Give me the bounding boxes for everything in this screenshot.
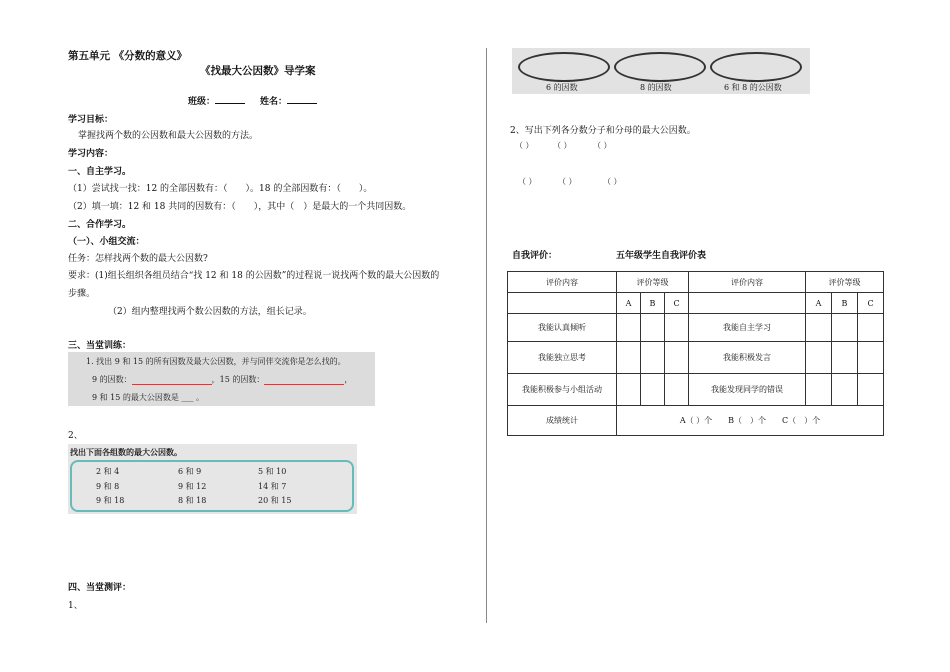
table-row	[508, 406, 884, 436]
sec4-heading: 四、当堂测评：	[68, 583, 132, 593]
venn-ovals-image	[512, 48, 810, 94]
pair-item: 9 和 18	[96, 496, 125, 505]
table-cell	[689, 293, 806, 314]
grade-c: C	[665, 293, 689, 314]
paren-item: （ ）	[593, 141, 612, 150]
page-divider	[486, 48, 487, 623]
sec2-sub: （一）、小组交流：	[68, 237, 145, 247]
class-field: 班级：	[188, 94, 245, 107]
question2-text: 2、写出下列各分数分子和分母的最大公因数。	[510, 126, 696, 136]
exercise2-image	[68, 444, 357, 514]
oval-shape	[518, 52, 610, 82]
exercise2-prompt: 找出下面各组数的最大公因数。	[70, 447, 182, 457]
pair-item: 9 和 12	[178, 482, 207, 491]
oval-label: 6 和 8 的公因数	[724, 83, 782, 92]
pair-item: 9 和 8	[96, 482, 120, 491]
pair-item: 8 和 18	[178, 496, 207, 505]
goal-heading: 学习目标：	[68, 115, 114, 125]
sec1-item1: （1）尝试找一找：12 的全部因数有：（ ）。18 的全部因数有：（ ）。	[68, 184, 373, 194]
paren-item: （ ）	[603, 177, 622, 186]
question2-label: 2、	[68, 431, 83, 441]
sec1-heading: 一、自主学习。	[68, 167, 132, 177]
paren-item: （ ）	[553, 141, 572, 150]
goal-text: 掌握找两个数的公因数和最大公因数的方法。	[78, 131, 259, 141]
requirement-line1: 要求：(1)组长组织各组员结合“找 12 和 18 的公因数”的过程说一说找两个数的最大公因数的	[68, 271, 440, 281]
header-content: 评价内容	[689, 272, 806, 293]
grade-a: A	[806, 293, 832, 314]
paren-item: （ ）	[558, 177, 577, 186]
oval-label: 8 的因数	[640, 83, 672, 92]
question1-label: 1、	[68, 601, 83, 611]
eval-table-title: 五年级学生自我评价表	[616, 251, 707, 261]
requirement-item2: （2）组内整理找两个数公因数的方法，组长记录。	[108, 307, 312, 317]
pair-item: 5 和 10	[258, 467, 287, 476]
eval-item: 我能认真倾听	[508, 314, 617, 342]
sec1-item2: （2）填一填：12 和 18 共同的因数有：（ ），其中（ ）是最大的一个共同因数。	[68, 202, 412, 212]
content-heading: 学习内容：	[68, 149, 114, 159]
summary-label: 成绩统计	[508, 406, 617, 436]
exercise1-gcd-line: 9 和 15 的最大公因数是 ___ 。	[92, 393, 204, 402]
oval-shape	[614, 52, 706, 82]
pair-item: 14 和 7	[258, 482, 287, 491]
oval-label: 6 的因数	[546, 83, 578, 92]
exercise1-image	[68, 352, 375, 406]
exercise1-prompt: 1. 找出 9 和 15 的所有因数及最大公因数，并与同伴交流你是怎么找的。	[86, 357, 346, 366]
header-grade: 评价等级	[617, 272, 689, 293]
paren-item: （ ）	[515, 141, 534, 150]
pair-item: 20 和 15	[258, 496, 292, 505]
oval-shape	[710, 52, 802, 82]
grade-b: B	[832, 293, 858, 314]
table-cell	[508, 293, 617, 314]
grade-b: B	[641, 293, 665, 314]
table-row	[508, 293, 884, 314]
grade-c: C	[858, 293, 884, 314]
name-field: 姓名：	[260, 94, 317, 107]
table-row	[508, 374, 884, 406]
pair-item: 6 和 9	[178, 467, 202, 476]
requirement-line2: 步骤。	[68, 289, 96, 299]
eval-item: 我能发现同学的错误	[689, 374, 806, 406]
grade-a: A	[617, 293, 641, 314]
eval-item: 我能独立思考	[508, 342, 617, 374]
eval-item: 我能积极发言	[689, 342, 806, 374]
table-row	[508, 342, 884, 374]
pair-item: 2 和 4	[96, 467, 120, 476]
eval-table	[507, 271, 884, 436]
doc-title: 《找最大公因数》导学案	[200, 65, 316, 77]
table-row	[508, 314, 884, 342]
task-text: 任务：怎样找两个数的最大公因数?	[68, 254, 208, 264]
self-eval-label: 自我评价：	[512, 251, 558, 261]
eval-item: 我能积极参与小组活动	[508, 374, 617, 406]
unit-title: 第五单元 《分数的意义》	[68, 50, 188, 62]
eval-item: 我能自主学习	[689, 314, 806, 342]
summary-value: A（ ）个 B（ ）个 C（ ）个	[617, 406, 884, 436]
sec3-heading: 三、当堂训练：	[68, 341, 132, 351]
table-row	[508, 272, 884, 293]
exercise1-factors-line: 9 的因数： ，15 的因数： ，	[92, 375, 353, 384]
header-content: 评价内容	[508, 272, 617, 293]
paren-item: （ ）	[518, 177, 537, 186]
header-grade: 评价等级	[806, 272, 884, 293]
sec2-heading: 二、合作学习。	[68, 220, 132, 230]
